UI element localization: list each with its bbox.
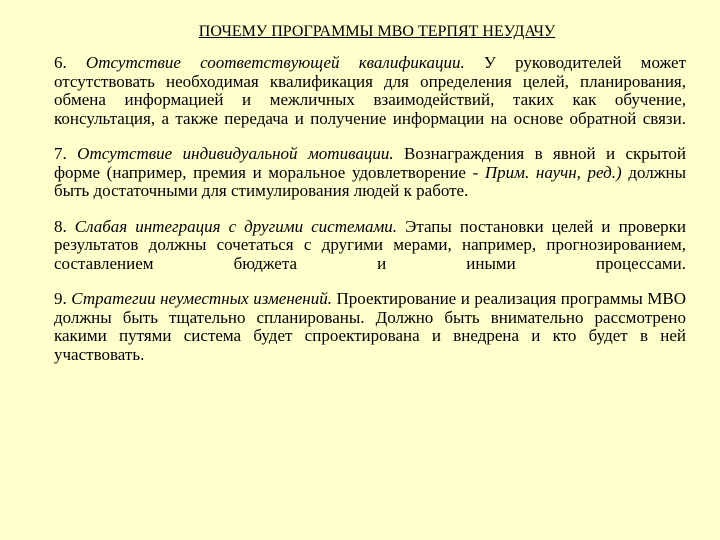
item-7-text-after-note: должны быть достаточными для стимулирования людей к работе.	[54, 162, 687, 200]
item-6-text: У руководителей может отсутствовать необходимая квалификация для определения целей, планирования, обмена информацией и межличных взаимодействий, таких как обучение, консультация, а также передача и получение информации на основе обратной связи.	[54, 53, 687, 128]
item-7-paragraph	[54, 145, 686, 201]
slide-title: ПОЧЕМУ ПРОГРАММЫ МВО ТЕРПЯТ НЕУДАЧУ	[198, 23, 556, 40]
item-8-number: 8.	[54, 216, 67, 236]
item-9-paragraph	[54, 290, 686, 364]
item-8-paragraph	[54, 218, 686, 274]
item-8-heading: Слабая интеграция с другими системами.	[74, 216, 398, 236]
item-6-heading: Отсутствие соответствующей квалификации.	[85, 53, 465, 72]
item-9-number: 9.	[54, 289, 67, 308]
item-7-editor-note: Прим. научн, ред.)	[484, 162, 622, 182]
item-7-text-before-note: Вознаграждения в явной и скрытой форме (например, премия и моральное удовлетворение -	[54, 144, 687, 182]
item-9-heading: Стратегии неуместных изменений.	[71, 289, 332, 308]
item-6-paragraph	[54, 54, 686, 128]
item-6-number: 6.	[54, 53, 67, 72]
item-7-number: 7.	[54, 144, 67, 163]
item-9-text: Проектирование и реализация программы МВО должны быть тщательно спланированы. Должно быть внимательно рассмотрено какими путями система будет спроектирована и внедрена и кто будет в ней участвовать.	[54, 289, 686, 364]
item-7-heading: Отсутствие индивидуальной мотивации.	[77, 144, 394, 163]
item-8-text: Этапы постановки целей и проверки результатов должны сочетаться с другими мерами, например, прогнозированием, составлением бюджета и иными процессами.	[54, 216, 687, 273]
